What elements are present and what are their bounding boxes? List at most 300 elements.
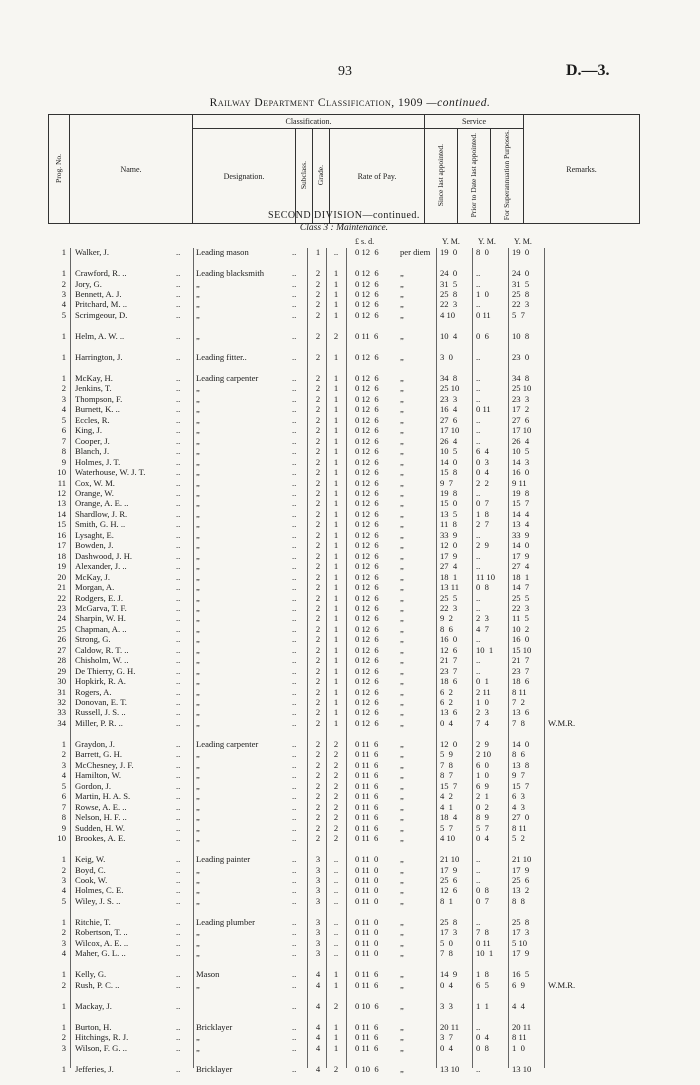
prog-no-cell: 7 (61, 435, 66, 446)
grade-cell: 1 (333, 602, 339, 613)
superannuation-cell: 25 10 (512, 383, 532, 394)
rate-period-cell: „ (400, 467, 404, 477)
grade-cell: 1 (333, 540, 339, 551)
table-row (0, 666, 700, 677)
leader-dots: .. (292, 561, 297, 572)
subclass-cell: 2 (315, 791, 321, 802)
rate-cell: 0 12 6 (355, 351, 379, 362)
superannuation-cell: 8 6 (512, 749, 525, 760)
superannuation-cell: 33 9 (512, 529, 530, 540)
designation-cell: Leading carpenter (196, 373, 259, 383)
prior-cell: .. (476, 268, 481, 279)
prior-cell: 0 3 (476, 456, 489, 467)
rate-cell: 0 11 6 (355, 791, 379, 802)
name-cell: Keig, W. (75, 854, 106, 864)
leader-dots: .. (176, 833, 181, 843)
prog-no-cell: 4 (61, 299, 66, 310)
table-row (0, 687, 700, 698)
since-last-cell: 6 2 (440, 686, 453, 697)
subclass-cell: 3 (315, 948, 321, 959)
prog-no-cell: 1 (61, 1000, 66, 1011)
name-cell: Hopkirk, R. A. (75, 676, 126, 687)
since-last-cell: 13 6 (440, 707, 458, 718)
prior-cell: 0 1 (476, 676, 489, 687)
rate-cell: 0 11 6 (355, 1042, 379, 1053)
prior-cell: 0 4 (476, 467, 489, 477)
grade-cell: 1 (333, 435, 339, 446)
subclass-cell: 2 (315, 749, 321, 760)
prog-no-cell: 32 (57, 697, 66, 707)
rate-period-cell: „ (400, 571, 404, 582)
leader-dots: .. (292, 602, 297, 613)
prior-cell: .. (476, 1063, 481, 1074)
name-cell: Dashwood, J. H. (75, 550, 133, 561)
since-last-cell: 5 0 (440, 937, 453, 948)
leader-dots: .. (292, 864, 297, 875)
grade-cell: 1 (333, 414, 339, 425)
table-row (0, 436, 700, 447)
table-row (0, 561, 700, 572)
superannuation-cell: 17 9 (512, 864, 530, 875)
table-row (0, 310, 700, 321)
prog-no-cell: 5 (61, 414, 66, 425)
rate-period-cell: „ (400, 561, 404, 572)
designation-cell: „ (196, 686, 200, 697)
subclass-cell: 2 (315, 623, 321, 634)
service-header: Service (425, 115, 524, 129)
name-cell: Crawford, R. .. (75, 268, 127, 279)
prior-cell: .. (476, 550, 481, 561)
prog-no-cell: 26 (57, 634, 66, 645)
leader-dots: .. (176, 1063, 181, 1074)
rate-cell: 0 11 0 (355, 885, 379, 896)
grade-cell: 1 (333, 676, 339, 687)
prog-no-cell: 31 (57, 686, 66, 697)
prior-cell: .. (476, 665, 481, 676)
prior-cell: 0 2 (476, 801, 489, 812)
since-last-cell: 0 4 (440, 1042, 453, 1053)
superannuation-cell: 22 3 (512, 602, 530, 613)
prior-cell: 1 8 (476, 508, 489, 519)
rate-period-cell: „ (400, 895, 404, 906)
prog-no-cell: 24 (57, 613, 66, 624)
leader-dots: .. (176, 738, 181, 749)
name-cell: Russell, J. S. .. (75, 707, 126, 718)
superannuation-cell: 14 3 (512, 456, 530, 467)
superannuation-cell: 15 7 (512, 498, 530, 509)
grade-cell: 1 (333, 1021, 339, 1032)
name-cell: Burnett, K. .. (75, 404, 120, 415)
prog-no-cell: 21 (57, 582, 66, 592)
since-last-cell: 4 2 (440, 791, 453, 802)
leader-dots: .. (292, 801, 297, 812)
rate-period-cell: „ (400, 655, 404, 666)
since-last-cell: 3 7 (440, 1032, 453, 1043)
prior-cell: 0 8 (476, 1042, 489, 1053)
leader-dots: .. (292, 456, 297, 467)
prog-no-cell: 11 (57, 477, 66, 488)
rate-cell: 0 11 0 (355, 937, 379, 948)
name-cell: Hamilton, W. (75, 770, 122, 781)
prog-no-cell: 2 (61, 383, 66, 394)
rate-period-cell: „ (400, 864, 404, 875)
table-row (0, 655, 700, 666)
rate-period-cell: „ (400, 508, 404, 519)
prior-cell: 7 8 (476, 927, 489, 938)
since-last-cell: 12 6 (440, 644, 458, 655)
prog-no-cell: 6 (61, 425, 66, 436)
name-cell: Jenkins, T. (75, 383, 112, 394)
grade-cell: 1 (333, 508, 339, 519)
leader-dots: .. (292, 1063, 297, 1074)
since-last-cell: 12 0 (440, 738, 458, 749)
name-cell: Rodgers, E. J. (75, 592, 123, 603)
rate-period-cell: „ (400, 393, 404, 404)
grade-cell: 2 (333, 1063, 339, 1074)
name-cell: Nelson, H. F. .. (75, 812, 127, 823)
grade-cell: 1 (333, 456, 339, 467)
since-last-cell: 12 6 (440, 885, 458, 896)
grade-cell: 1 (333, 717, 339, 728)
leader-dots: .. (176, 268, 181, 279)
subclass-cell: 2 (315, 383, 321, 394)
grade-cell: 1 (333, 1042, 339, 1053)
rate-period-cell: „ (400, 623, 404, 634)
prior-cell: .. (476, 592, 481, 603)
leader-dots: .. (176, 393, 181, 404)
designation-cell: „ (196, 770, 200, 781)
designation-cell: „ (196, 582, 200, 592)
table-row (0, 875, 700, 886)
table-row (0, 770, 700, 781)
grade-cell: 1 (333, 299, 339, 310)
leader-dots: .. (176, 373, 181, 383)
prior-cell: 2 10 (476, 749, 492, 760)
name-cell: Brookes, A. E. (75, 833, 126, 843)
grade-cell: 2 (333, 738, 339, 749)
leader-dots: .. (176, 1042, 181, 1053)
document-reference: D.—3. (566, 62, 610, 79)
superannuation-cell: 5 2 (512, 833, 525, 843)
rate-period-cell: „ (400, 498, 404, 509)
superannuation-cell: 25 8 (512, 288, 530, 299)
designation-cell: Bricklayer (196, 1021, 233, 1032)
superannuation-cell: 4 4 (512, 1000, 525, 1011)
rate-cell: 0 11 6 (355, 780, 379, 791)
since-last-cell: 8 6 (440, 623, 453, 634)
leader-dots: .. (176, 634, 181, 645)
designation-cell: „ (196, 435, 200, 446)
prog-no-cell: 1 (61, 738, 66, 749)
grade-cell: 2 (333, 801, 339, 812)
grade-cell: 2 (333, 330, 339, 341)
table-header (48, 114, 640, 224)
prior-cell: .. (476, 351, 481, 362)
name-cell: Strong, G. (75, 634, 111, 645)
prior-cell: 2 11 (476, 686, 491, 697)
subclass-cell: 2 (315, 456, 321, 467)
table-row (0, 572, 700, 583)
subclass-cell: 3 (315, 864, 321, 875)
prior-cell: 8 0 (476, 247, 489, 257)
leader-dots: .. (176, 613, 181, 624)
leader-dots: .. (176, 529, 181, 540)
leader-dots: .. (176, 697, 181, 707)
prog-no-cell: 23 (57, 602, 66, 613)
table-row (0, 812, 700, 823)
subclass-cell: 2 (315, 655, 321, 666)
rate-cell: 0 12 6 (355, 393, 379, 404)
rate-cell: 0 11 6 (355, 833, 379, 843)
designation-cell: „ (196, 602, 200, 613)
prior-header: Prior to Date last appointed. (469, 132, 479, 218)
name-cell: Sudden, H. W. (75, 822, 125, 833)
rate-of-pay-header: Rate of Pay. (330, 129, 425, 224)
designation-cell: „ (196, 498, 200, 509)
subclass-cell: 4 (315, 1000, 321, 1011)
name-cell: Chisholm, W. .. (75, 655, 129, 666)
rate-cell: 0 11 6 (355, 738, 379, 749)
prog-no-cell: 8 (61, 446, 66, 457)
subclass-cell: 2 (315, 707, 321, 718)
grade-cell: 1 (333, 665, 339, 676)
leader-dots: .. (176, 676, 181, 687)
designation-cell: „ (196, 676, 200, 687)
leader-dots: .. (292, 874, 297, 885)
since-last-cell: 24 0 (440, 268, 458, 279)
superannuation-cell: 15 10 (512, 644, 532, 655)
name-cell: Holmes, J. T. (75, 456, 121, 467)
superannuation-cell: 31 5 (512, 278, 530, 289)
prior-cell: 6 5 (476, 979, 489, 990)
leader-dots: .. (176, 1000, 181, 1011)
leader-dots: .. (292, 309, 297, 320)
leader-dots: .. (176, 351, 181, 362)
prog-no-cell: 27 (57, 644, 66, 655)
rate-cell: 0 11 0 (355, 927, 379, 938)
rate-cell: 0 12 6 (355, 634, 379, 645)
since-last-cell: 18 6 (440, 676, 458, 687)
prior-cell: 0 11 (476, 309, 491, 320)
subclass-cell: 4 (315, 1042, 321, 1053)
designation-cell: „ (196, 446, 200, 457)
grade-cell: 1 (333, 288, 339, 299)
prog-no-cell: 1 (61, 247, 66, 257)
prog-no-cell: 8 (61, 812, 66, 823)
table-row (0, 739, 700, 750)
rate-period-cell: „ (400, 801, 404, 812)
designation-cell: „ (196, 895, 200, 906)
table-row (0, 279, 700, 290)
designation-cell: „ (196, 707, 200, 718)
leader-dots: .. (292, 247, 297, 257)
table-row (0, 645, 700, 656)
superannuation-cell: 8 11 (512, 822, 527, 833)
since-last-cell: 19 8 (440, 487, 458, 498)
prior-cell: .. (476, 414, 481, 425)
prog-no-cell: 2 (61, 864, 66, 875)
leader-dots: .. (176, 404, 181, 415)
since-last-cell: 14 0 (440, 456, 458, 467)
rate-cell: 0 11 0 (355, 895, 379, 906)
leader-dots: .. (176, 550, 181, 561)
prog-no-cell: 9 (61, 822, 66, 833)
superannuation-cell: 8 8 (512, 895, 525, 906)
rate-period-cell: „ (400, 288, 404, 299)
designation-cell: „ (196, 383, 200, 394)
since-last-cell: 25 5 (440, 592, 458, 603)
since-last-cell: 27 4 (440, 561, 458, 572)
since-last-cell: 21 7 (440, 655, 458, 666)
prog-no-cell: 4 (61, 404, 66, 415)
rate-cell: 0 12 6 (355, 686, 379, 697)
rate-cell: 0 12 6 (355, 644, 379, 655)
designation-cell: „ (196, 833, 200, 843)
prog-no-cell: 1 (61, 330, 66, 341)
rate-cell: 0 11 6 (355, 969, 379, 980)
subclass-cell: 2 (315, 812, 321, 823)
section-heading: SECOND DIVISION—continued. (268, 210, 420, 221)
leader-dots: .. (292, 1042, 297, 1053)
subclass-cell: 2 (315, 592, 321, 603)
designation-header: Designation. (193, 129, 296, 224)
grade-cell: .. (333, 927, 339, 938)
subclass-cell: 4 (315, 1032, 321, 1043)
grade-cell: 2 (333, 759, 339, 770)
rate-cell: 0 11 0 (355, 948, 379, 959)
subclass-cell: 2 (315, 446, 321, 457)
rate-period-cell: „ (400, 791, 404, 802)
rate-cell: 0 12 6 (355, 404, 379, 415)
leader-dots: .. (176, 456, 181, 467)
subclass-cell: 2 (315, 613, 321, 624)
prior-cell: .. (476, 425, 481, 436)
superannuation-cell: 10 2 (512, 623, 530, 634)
designation-cell: „ (196, 613, 200, 624)
prog-no-cell: 2 (61, 749, 66, 760)
name-cell: Cox, W. M. (75, 477, 115, 488)
grade-cell: .. (333, 874, 339, 885)
name-cell: Eccles, R. (75, 414, 110, 425)
table-row (0, 969, 700, 980)
prior-cell: 6 9 (476, 780, 489, 791)
leader-dots: .. (176, 780, 181, 791)
rate-period-cell: „ (400, 330, 404, 341)
grade-cell: 1 (333, 268, 339, 279)
since-last-cell: 13 10 (440, 1063, 460, 1074)
prior-cell: 1 8 (476, 969, 489, 980)
subclass-cell: 2 (315, 487, 321, 498)
prog-no-cell: 20 (57, 571, 66, 582)
name-cell: Orange, W. (75, 487, 114, 498)
rate-cell: 0 12 6 (355, 456, 379, 467)
subclass-cell: 4 (315, 969, 321, 980)
prior-cell: 1 0 (476, 770, 489, 781)
prior-cell: .. (476, 655, 481, 666)
grade-cell: 1 (333, 529, 339, 540)
since-last-cell: 17 3 (440, 927, 458, 938)
designation-cell: „ (196, 309, 200, 320)
rate-period-cell: „ (400, 299, 404, 310)
prior-cell: 2 2 (476, 477, 489, 488)
leader-dots: .. (176, 686, 181, 697)
prog-no-cell: 4 (61, 948, 66, 959)
leader-dots: .. (292, 885, 297, 896)
leader-dots: .. (292, 717, 297, 728)
table-row (0, 582, 700, 593)
prior-cell: 11 10 (476, 571, 496, 582)
designation-cell: „ (196, 299, 200, 310)
leader-dots: .. (176, 979, 181, 990)
designation-cell: „ (196, 529, 200, 540)
subclass-cell: 2 (315, 268, 321, 279)
leader-dots: .. (176, 383, 181, 394)
superannuation-cell: 13 10 (512, 1063, 532, 1074)
name-cell: Ritchie, T. (75, 916, 111, 927)
subclass-cell: 3 (315, 854, 321, 864)
prog-no-cell: 25 (57, 623, 66, 634)
designation-cell: „ (196, 801, 200, 812)
leader-dots: .. (292, 634, 297, 645)
leader-dots: .. (292, 540, 297, 551)
leader-dots: .. (292, 592, 297, 603)
designation-cell: „ (196, 592, 200, 603)
subclass-cell: 2 (315, 582, 321, 592)
name-cell: Robertson, T. .. (75, 927, 128, 938)
leader-dots: .. (176, 874, 181, 885)
since-last-cell: 5 7 (440, 822, 453, 833)
leader-dots: .. (176, 309, 181, 320)
leader-dots: .. (176, 247, 181, 257)
subclass-cell: 2 (315, 822, 321, 833)
prior-cell: 7 4 (476, 717, 489, 728)
prog-no-cell: 10 (57, 833, 66, 843)
table-row (0, 247, 700, 258)
rate-period-cell: „ (400, 686, 404, 697)
leader-dots: .. (292, 1021, 297, 1032)
designation-cell: „ (196, 550, 200, 561)
leader-dots: .. (176, 288, 181, 299)
rate-period-cell: „ (400, 602, 404, 613)
superannuation-cell: 25 5 (512, 592, 530, 603)
grade-cell: 2 (333, 791, 339, 802)
prog-no-cell: 12 (57, 487, 66, 498)
rate-cell: 0 11 0 (355, 874, 379, 885)
rate-cell: 0 12 6 (355, 717, 379, 728)
prior-cell: .. (476, 487, 481, 498)
since-last-cell: 26 4 (440, 435, 458, 446)
table-row (0, 1001, 700, 1012)
superannuation-cell: 7 8 (512, 717, 525, 728)
designation-cell: „ (196, 571, 200, 582)
rate-cell: 0 12 6 (355, 268, 379, 279)
since-last-cell: 13 11 (440, 582, 460, 592)
rate-cell: 0 11 0 (355, 864, 379, 875)
table-row (0, 446, 700, 457)
superannuation-cell: 1 0 (512, 1042, 525, 1053)
prior-cell: 6 0 (476, 759, 489, 770)
leader-dots: .. (176, 749, 181, 760)
superannuation-cell: 5 7 (512, 309, 525, 320)
prog-no-cell: 3 (61, 288, 66, 299)
leader-dots: .. (176, 822, 181, 833)
table-row (0, 854, 700, 865)
designation-cell: Leading mason (196, 247, 249, 257)
designation-cell: „ (196, 1032, 200, 1043)
rate-cell: 0 12 6 (355, 655, 379, 666)
rate-cell: 0 11 6 (355, 979, 379, 990)
rate-cell: 0 12 6 (355, 540, 379, 551)
